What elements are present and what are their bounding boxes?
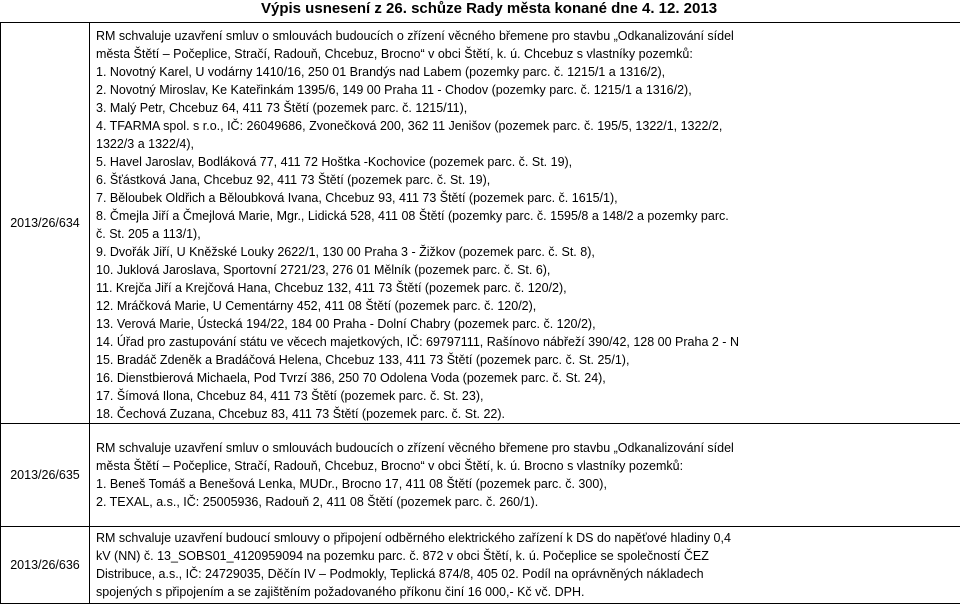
resolution-text bbox=[90, 23, 960, 424]
text-line: 6. Šťástková Jana, Chcebuz 92, 411 73 Štětí (pozemek parc. č. St. 19), bbox=[96, 171, 960, 189]
resolution-number: 2013/26/634 bbox=[1, 23, 90, 424]
text-line: kV (NN) č. 13_SOBS01_4120959094 na pozemku parc. č. 872 v obci Štětí, k. ú. Počeplice se společností ČEZ bbox=[96, 547, 960, 565]
text-line: 14. Úřad pro zastupování státu ve věcech majetkových, IČ: 69797111, Rašínovo nábřeží 390/42, 128 00 Praha 2 - N bbox=[96, 333, 960, 351]
text-line: 13. Verová Marie, Ústecká 194/22, 184 00 Praha - Dolní Chabry (pozemek parc. č. 120/2), bbox=[96, 315, 960, 333]
text-line: 10. Juklová Jaroslava, Sportovní 2721/23, 276 01 Mělník (pozemek parc. č. St. 6), bbox=[96, 261, 960, 279]
text-line: 18. Čechová Zuzana, Chcebuz 83, 411 73 Štětí (pozemek parc. č. St. 22). bbox=[96, 405, 960, 423]
text-line: 5. Havel Jaroslav, Bodláková 77, 411 72 Hoštka -Kochovice (pozemek parc. č. St. 19), bbox=[96, 153, 960, 171]
text-line: RM schvaluje uzavření budoucí smlouvy o připojení odběrného elektrického zařízení k DS do napěťové hladiny 0,4 bbox=[96, 529, 960, 547]
resolution-number: 2013/26/635 bbox=[1, 424, 90, 527]
text-line: spojených s připojením a se zajištěním požadovaného příkonu činí 16 000,- Kč vč. DPH. bbox=[96, 583, 960, 601]
table-row bbox=[1, 23, 960, 424]
text-line: 8. Čmejla Jiří a Čmejlová Marie, Mgr., Lidická 528, 411 08 Štětí (pozemky parc. č. 1595/8 a 148/2 a pozemky parc. bbox=[96, 207, 960, 225]
resolutions-table bbox=[0, 22, 960, 604]
text-line: města Štětí – Počeplice, Stračí, Radouň, Chcebuz, Brocno“ v obci Štětí, k. ú. Chcebuz s vlastníky pozemků: bbox=[96, 45, 960, 63]
document-title: Výpis usnesení z 26. schůze Rady města konané dne 4. 12. 2013 bbox=[200, 0, 960, 22]
text-line: RM schvaluje uzavření smluv o smlouvách budoucích o zřízení věcného břemene pro stavbu „Odkanalizování sídel bbox=[96, 27, 960, 45]
resolution-lines bbox=[96, 23, 960, 423]
resolution-lines bbox=[96, 529, 960, 601]
resolution-text bbox=[90, 527, 960, 604]
text-line: 3. Malý Petr, Chcebuz 64, 411 73 Štětí (pozemek parc. č. 1215/11), bbox=[96, 99, 960, 117]
resolution-number: 2013/26/636 bbox=[1, 527, 90, 604]
text-line: 4. TFARMA spol. s r.o., IČ: 26049686, Zvonečková 200, 362 11 Jenišov (pozemek parc. č. 195/5, 1322/1, 1322/2, bbox=[96, 117, 960, 135]
text-line: města Štětí – Počeplice, Stračí, Radouň, Chcebuz, Brocno“ v obci Štětí, k. ú. Brocno s vlastníky pozemků: bbox=[96, 457, 960, 475]
text-line: 7. Běloubek Oldřich a Běloubková Ivana, Chcebuz 93, 411 73 Štětí (pozemek parc. č. 1615/1), bbox=[96, 189, 960, 207]
resolution-text bbox=[90, 424, 960, 527]
text-line: 2. Novotný Miroslav, Ke Kateřinkám 1395/6, 149 00 Praha 11 - Chodov (pozemky parc. č. 1215/1 a 1316/2), bbox=[96, 81, 960, 99]
text-line: 2. TEXAL, a.s., IČ: 25005936, Radouň 2, 411 08 Štětí (pozemek parc. č. 260/1). bbox=[96, 493, 960, 511]
text-line: RM schvaluje uzavření smluv o smlouvách budoucích o zřízení věcného břemene pro stavbu „Odkanalizování sídel bbox=[96, 439, 960, 457]
text-line: 1. Novotný Karel, U vodárny 1410/16, 250 01 Brandýs nad Labem (pozemky parc. č. 1215/1 a 1316/2), bbox=[96, 63, 960, 81]
text-line: 11. Krejča Jiří a Krejčová Hana, Chcebuz 132, 411 73 Štětí (pozemek parc. č. 120/2), bbox=[96, 279, 960, 297]
text-line: 1. Beneš Tomáš a Benešová Lenka, MUDr., Brocno 17, 411 08 Štětí (pozemek parc. č. 300), bbox=[96, 475, 960, 493]
text-line: 15. Bradáč Zdeněk a Bradáčová Helena, Chcebuz 133, 411 73 Štětí (pozemek parc. č. St. 25/1), bbox=[96, 351, 960, 369]
text-line: 1322/3 a 1322/4), bbox=[96, 135, 960, 153]
table-row bbox=[1, 424, 960, 527]
resolution-lines bbox=[96, 439, 960, 511]
text-line: 16. Dienstbierová Michaela, Pod Tvrzí 386, 250 70 Odolena Voda (pozemek parc. č. St. 24), bbox=[96, 369, 960, 387]
text-line: 17. Šímová Ilona, Chcebuz 84, 411 73 Štětí (pozemek parc. č. St. 23), bbox=[96, 387, 960, 405]
text-line: 12. Mráčková Marie, U Cementárny 452, 411 08 Štětí (pozemek parc. č. 120/2), bbox=[96, 297, 960, 315]
text-line: č. St. 205 a 113/1), bbox=[96, 225, 960, 243]
text-line: 9. Dvořák Jiří, U Kněžské Louky 2622/1, 130 00 Praha 3 - Žižkov (pozemek parc. č. St. 8), bbox=[96, 243, 960, 261]
table-row bbox=[1, 527, 960, 604]
text-line: Distribuce, a.s., IČ: 24729035, Děčín IV – Podmokly, Teplická 874/8, 405 02. Podíl na oprávněných nákladech bbox=[96, 565, 960, 583]
